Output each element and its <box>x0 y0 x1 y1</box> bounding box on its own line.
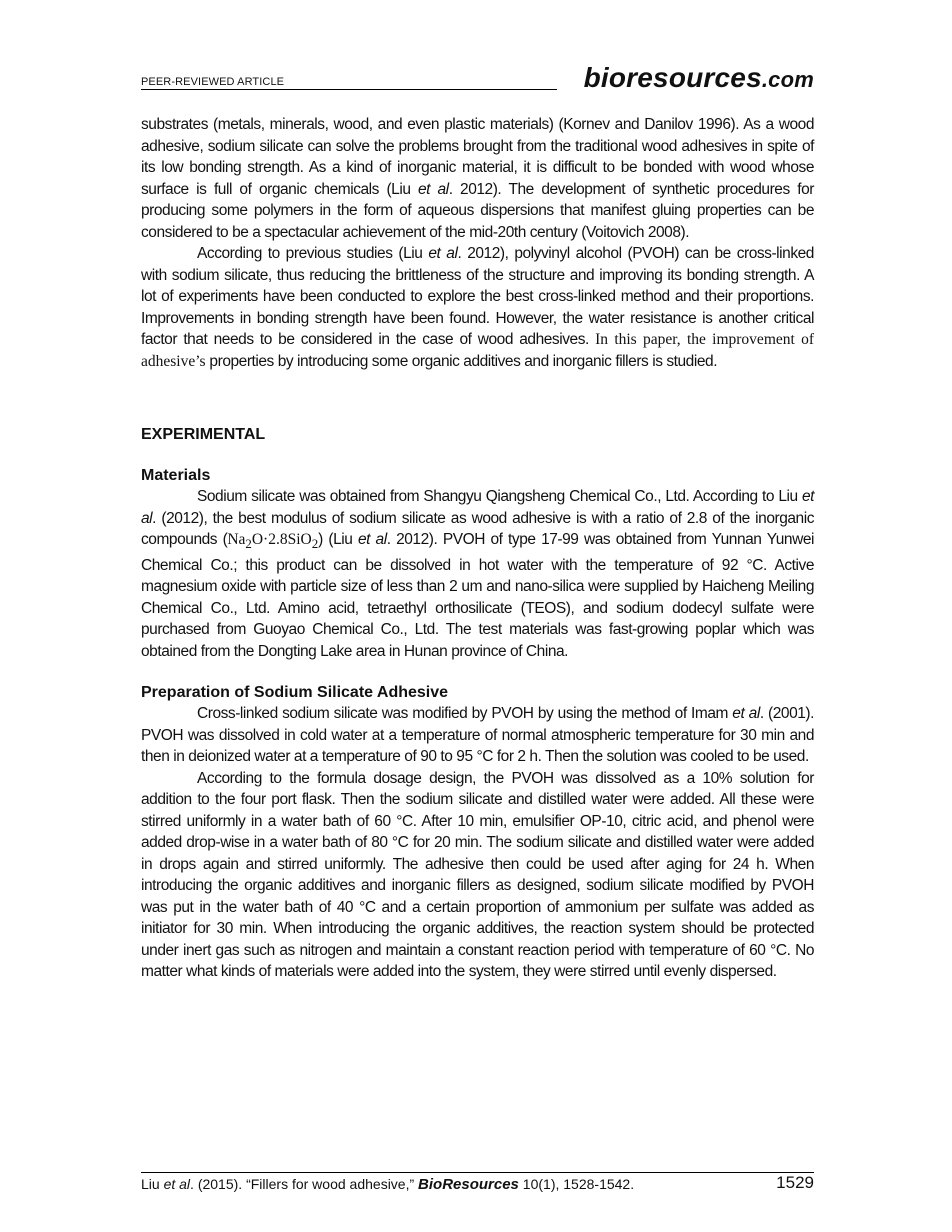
preparation-paragraph-1: Cross-linked sodium silicate was modified by PVOH by using the method of Imam et al. (2001). PVOH was dissolved in cold water at a temperature of normal atmospheric temperature for 30 min and then in deionized water at a temperature of 90 to 95 °C for 2 h. Then the solution was cooled to be used. <box>141 705 814 766</box>
subsection-heading-materials: Materials <box>141 467 211 484</box>
journal-name: BioResources <box>418 1176 519 1193</box>
page-footer <box>141 1172 814 1193</box>
page-number: 1529 <box>776 1173 814 1192</box>
article-body <box>141 114 814 983</box>
preparation-paragraph-2: According to the formula dosage design, the PVOH was dissolved as a 10% solution for addition to the four port flask. Then the sodium silicate and distilled water were added. All these were stirred uniformly in a water bath of 60 °C. After 10 min, emulsifier OP-10, citric acid, and phenol were added drop-wise in a water bath of 80 °C for 20 min. The sodium silicate and distilled water were added in drops again and stirred uniformly. The adhesive then could be used after aging for 24 h. When introducing the organic additives and inorganic fillers as designed, sodium silicate modified by PVOH was put in the water bath of 40 °C and a certain proportion of ammonium per sulfate was added as initiator for 30 min. When introducing the organic additives, the reaction system should be protected under inert gas such as nitrogen and maintain a constant reaction period with temperature of 60 °C. No matter what kinds of materials were added into the system, they were stirred until evenly dispersed. <box>141 769 814 981</box>
page-header <box>141 58 814 93</box>
article-type-label: PEER-REVIEWED ARTICLE <box>141 76 285 88</box>
header-rule <box>141 89 557 90</box>
intro-paragraph-1: substrates (metals, minerals, wood, and even plastic materials) (Kornev and Danilov 1996). As a wood adhesive, sodium silicate can solve the problems brought from the traditional wood adhesives in spite of its low bonding strength. As a kind of inorganic material, it is difficult to be bonded with wood whose surface is full of organic chemicals (Liu et al. 2012). The development of synthetic procedures for producing some polymers in the form of aqueous dispersions that manifest gluing properties can be considered to be a spectacular achievement of the mid-20th century (Voitovich 2008). <box>141 116 814 241</box>
chemical-formula: $Na_2O\cdot 2.8SiO_2$ <box>227 531 319 552</box>
intro-paragraph-2: According to previous studies (Liu et al. 2012), polyvinyl alcohol (PVOH) can be cross-linked with sodium silicate, thus reducing the brittleness of the structure and improving its bonding strength. A lot of experiments have been conducted to explore the best cross-linked method and their proportions. Improvements in bonding strength have been found. However, the water resistance is another critical factor that needs to be considered in the case of wood adhesives. In this paper, the improvement of adhesive’s properties by introducing some organic additives and inorganic fillers is studied. <box>141 245 814 370</box>
journal-site-tld: .com <box>761 67 814 92</box>
footer-rule <box>141 1172 814 1173</box>
journal-site-name: bioresources <box>583 62 762 93</box>
journal-logo <box>584 64 814 92</box>
section-heading-experimental: EXPERIMENTAL <box>141 426 266 443</box>
subsection-heading-preparation: Preparation of Sodium Silicate Adhesive <box>141 684 449 702</box>
citation: Liu et al. (2015). “Fillers for wood adhesive,” BioResources 10(1), 1528-1542. <box>141 1176 635 1193</box>
materials-paragraph: Sodium silicate was obtained from Shangyu Qiangsheng Chemical Co., Ltd. According to Liu et al. (2012), the best modulus of sodium silicate as wood adhesive is with a ratio of 2.8 of the inorganic compounds $(Na_2O\cdot 2.8SiO_2)$ (Liu et al. 2012). PVOH of type 17-99 was obtained from Yunnan Yunwei Chemical Co.; this product can be dissolved in hot water with the temperature of 92 °C. Active magnesium oxide with particle size of less than 2 um and nano-silica were supplied by Haicheng Meiling Chemical Co., Ltd. Amino acid, tetraethyl orthosilicate (TEOS), and sodium dodecyl sulfate were purchased from Guoyao Chemical Co., Ltd. The test materials was fast-growing poplar which was obtained from the Dongting Lake area in Hunan province of China. <box>141 488 814 660</box>
